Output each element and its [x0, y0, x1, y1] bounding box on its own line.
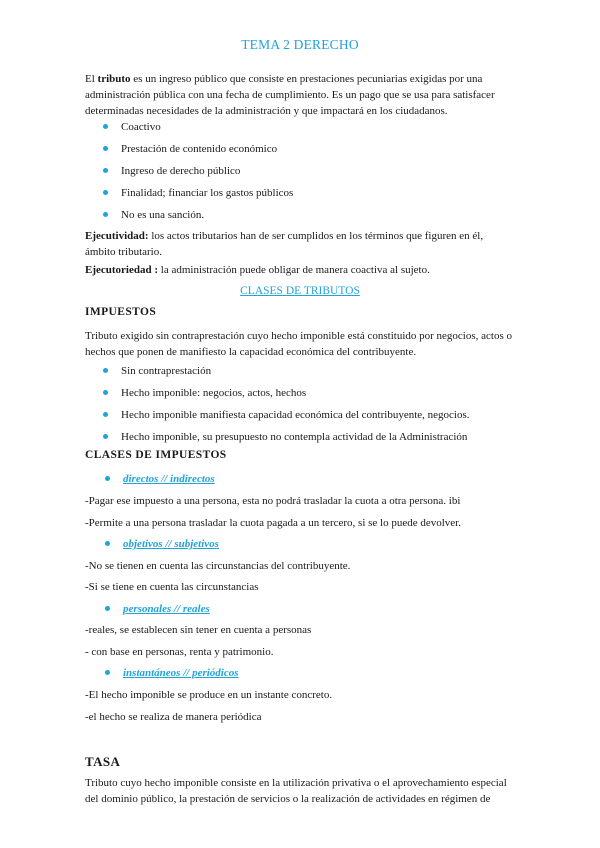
list-item-text: Finalidad; financiar los gastos públicos: [121, 187, 294, 199]
list-item-text: Ingreso de derecho público: [121, 165, 241, 177]
bullet-icon: [103, 146, 108, 151]
bullet-icon: [103, 368, 108, 373]
impuestos-heading: IMPUESTOS: [85, 306, 157, 318]
bullet-icon: [105, 476, 110, 481]
text-line: - con base en personas, renta y patrimonio.: [85, 646, 274, 658]
text-line: -el hecho se realiza de manera periódica: [85, 711, 262, 723]
list-item-text: No es una sanción.: [121, 209, 205, 221]
clases-tributos-title: CLASES DE TRIBUTOS: [240, 285, 360, 297]
bullet-icon: [103, 434, 108, 439]
text-line: -No se tienen en cuenta las circunstancias del contribuyente.: [85, 560, 351, 572]
tasa-heading: TASA: [85, 754, 121, 769]
ejecutoriedad-text: la administración puede obligar de manera coactiva al sujeto.: [158, 264, 430, 276]
impuestos-definition: Tributo exigido sin contraprestación cuyo hecho imponible está constituido por negocios, actos o hechos que ponen de manifiesto la capacidad económica del contribuyente.: [85, 330, 512, 358]
ejecutoriedad-term: Ejecutoriedad :: [85, 264, 159, 276]
intro-text: es un ingreso público que consiste en prestaciones pecuniarias exigidas por una administración pública con una fecha de cumplimiento. Es un pago que se usa para satisfacer determinadas necesidades de la administración y que impactará en los ciudadanos.: [85, 73, 495, 117]
tasa-definition: Tributo cuyo hecho imponible consiste en la utilización privativa o el aprovechamiento especial del dominio público, la prestación de servicios o la realización de actividades en régimen de: [85, 777, 507, 805]
tributo-intro: [85, 71, 515, 119]
page-title: TEMA 2 DERECHO: [241, 37, 359, 52]
list-item-text: Hecho imponible manifiesta capacidad económica del contribuyente, negocios.: [121, 409, 470, 421]
ejecutividad-text: los actos tributarios han de ser cumplidos en los términos que figuren en él, ámbito tributario.: [85, 230, 484, 258]
bullet-icon: [103, 412, 108, 417]
subsection-label-text: directos // indirectos: [123, 473, 215, 485]
subsection-label-text: objetivos // subjetivos: [123, 538, 219, 550]
intro-prefix: El: [85, 73, 98, 85]
text-line: -El hecho imponible se produce en un instante concreto.: [85, 689, 333, 701]
list-item-text: Prestación de contenido económico: [121, 143, 278, 155]
text-line: -reales, se establecen sin tener en cuenta a personas: [85, 624, 312, 636]
bullet-icon: [105, 541, 110, 546]
clases-impuestos-heading: CLASES DE IMPUESTOS: [85, 449, 227, 461]
ejecutoriedad-paragraph: [85, 262, 515, 278]
list-item-text: Hecho imponible, su presupuesto no contempla actividad de la Administración: [121, 431, 468, 443]
bullet-icon: [105, 670, 110, 675]
bullet-icon: [103, 168, 108, 173]
bullet-icon: [105, 606, 110, 611]
bullet-icon: [103, 124, 108, 129]
bullet-icon: [103, 212, 108, 217]
list-item-text: Coactivo: [121, 121, 161, 133]
bullet-icon: [103, 390, 108, 395]
list-item-text: Sin contraprestación: [121, 365, 212, 377]
intro-term: tributo: [97, 73, 131, 85]
subsection-label-text: personales // reales: [123, 603, 210, 615]
ejecutividad-paragraph: [85, 228, 515, 260]
list-item-text: Hecho imponible: negocios, actos, hechos: [121, 387, 307, 399]
subsection-label-text: instantáneos // periódicos: [123, 667, 239, 679]
bullet-icon: [103, 190, 108, 195]
ejecutividad-term: Ejecutividad:: [85, 230, 149, 242]
text-line: -Permite a una persona trasladar la cuota pagada a un tercero, si se lo puede devolver.: [85, 517, 461, 529]
text-line: -Si se tiene en cuenta las circunstancias: [85, 581, 259, 593]
text-line: -Pagar ese impuesto a una persona, esta no podrá trasladar la cuota a otra persona. ibi: [85, 495, 461, 507]
